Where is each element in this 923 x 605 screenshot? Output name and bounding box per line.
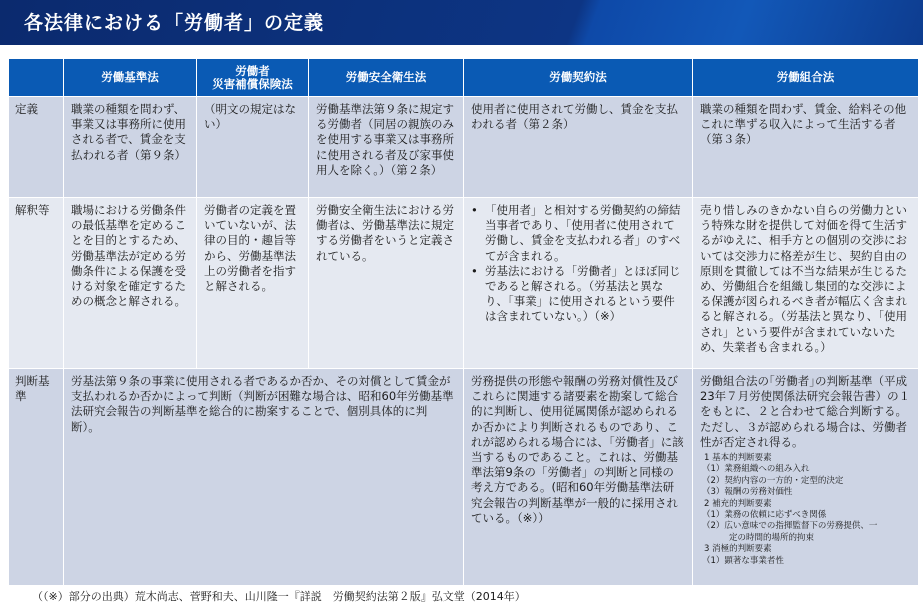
cell: 労働基準法第９条に規定する労働者（同居の親族のみを使用する事業又は事務所に使用される者及び家事使用人を除く。）（第２条） bbox=[309, 97, 464, 198]
criteria-element-item: 定の時間的場所的拘束 bbox=[729, 532, 815, 543]
row-label: 定義 bbox=[9, 97, 64, 198]
criteria-element-item: （3）報酬の労務対価性 bbox=[702, 487, 793, 498]
header-workers-comp bbox=[197, 59, 309, 97]
criteria-element-item: （1）業務の依頼に応ずべき関係 bbox=[702, 510, 827, 521]
criteria-element-list bbox=[700, 453, 911, 567]
page-title: 各法律における「労働者」の定義 bbox=[24, 12, 325, 34]
criteria-element-item: （2）広い意味での指揮監督下の労務提供、一 bbox=[702, 521, 878, 532]
row-definition bbox=[9, 97, 919, 198]
header-line: 災害補償保険法 bbox=[212, 76, 293, 91]
criteria-element-item: 2 補充的判断要素 bbox=[704, 498, 772, 509]
header-labor-standards: 労働基準法 bbox=[64, 59, 197, 97]
title-bar bbox=[0, 0, 923, 45]
row-criteria bbox=[9, 369, 919, 586]
cell: 職業の種類を問わず、事業又は事務所に使用される者で、賃金を支払われる者（第９条） bbox=[64, 97, 197, 198]
header-labor-contract: 労働契約法 bbox=[464, 59, 693, 97]
row-label: 判断基準 bbox=[9, 369, 64, 586]
union-criteria-text: 労働組合法の｢労働者｣の判断基準（平成23年７月労使関係法研究会報告書）の１をもとに、２と合わせて総合判断する。ただし、３が認められる場合は、労働者性が否定され得る。 bbox=[700, 374, 911, 449]
header-empty bbox=[9, 59, 64, 97]
bullet-list bbox=[471, 203, 685, 325]
definitions-table bbox=[8, 58, 919, 586]
header-row bbox=[9, 59, 919, 97]
criteria-element-item: （1）顕著な事業者性 bbox=[702, 555, 784, 566]
cell: 使用者に使用されて労働し、賃金を支払われる者（第２条） bbox=[464, 97, 693, 198]
criteria-element-item: 1 基本的判断要素 bbox=[704, 453, 772, 464]
cell bbox=[464, 198, 693, 369]
cell: 売り惜しみのきかない自らの労働力という特殊な財を提供して対価を得て生活するがゆえに、相手方との個別の交渉においては交渉力に格差が生じ、契約自由の原則を貫徹しては不当な結果が生じるため、労働組合を組織し集団的な交渉による保護が図られるべき者が幅広く含まれると解される。（労基法と異なり、「使用され」という要件が含まれていないため、失業者も含まれる。） bbox=[693, 198, 919, 369]
cell: 労働者の定義を置いていないが、法律の目的・趣旨等から、労働基準法上の労働者を指すと解される。 bbox=[197, 198, 309, 369]
row-interpretation bbox=[9, 198, 919, 369]
cell: 労働安全衛生法における労働者は、労働基準法に規定する労働者をいうと定義されている。 bbox=[309, 198, 464, 369]
cell: 労務提供の形態や報酬の労務対償性及びこれらに関連する諸要素を勘案して総合的に判断し、使用従属関係が認められるか否かにより判断されるものであり、これが認められる場合には、「労働者」に該当するものであること。これは、労働基準法第9条の「労働者」の判断と同様の考え方である。(昭和60年労働基準法研究会報告の判断基準が一般的に採用されている。（※）） bbox=[464, 369, 693, 586]
cell bbox=[693, 369, 919, 586]
header-line: 労働者 bbox=[235, 63, 270, 78]
footnote: （（※）部分の出典）荒木尚志、菅野和夫、山川隆一『詳説 労働契約法第２版』弘文堂（2014年） bbox=[32, 590, 526, 603]
cell: （明文の規定はない） bbox=[197, 97, 309, 198]
cell: 職業の種類を問わず、賃金、給料その他これに準ずる収入によって生活する者（第３条） bbox=[693, 97, 919, 198]
cell-merged: 労基法第９条の事業に使用される者であるか否か、その対償として賃金が支払われるか否かによって判断（判断が困難な場合は、昭和60年労働基準法研究会報告の判断基準を総合的に勘案することで、個別具体的に判断）。 bbox=[64, 369, 464, 586]
criteria-element-item: （1）業務組織への組み入れ bbox=[702, 464, 810, 475]
criteria-element-item: 3 消極的判断要素 bbox=[704, 544, 772, 555]
header-labor-union: 労働組合法 bbox=[693, 59, 919, 97]
cell: 職場における労働条件の最低基準を定めることを目的とするため、労働基準法が定める労働条件による保護を受ける対象を確定するための概念と解される。 bbox=[64, 198, 197, 369]
criteria-element-item: （2）契約内容の一方的・定型的決定 bbox=[702, 475, 844, 486]
bullet-item: • 「使用者」と相対する労働契約の締結当事者であり、「使用者に使用されて労働し、賃金を支払われる者」のすべてが含まれる。 bbox=[471, 203, 685, 264]
row-label: 解釈等 bbox=[9, 198, 64, 369]
bullet-item: • 労基法における「労働者」とほぼ同じであると解される。（労基法と異なり、「事業」に使用されるという要件は含まれていない。）（※） bbox=[471, 264, 685, 325]
header-safety-health: 労働安全衛生法 bbox=[309, 59, 464, 97]
